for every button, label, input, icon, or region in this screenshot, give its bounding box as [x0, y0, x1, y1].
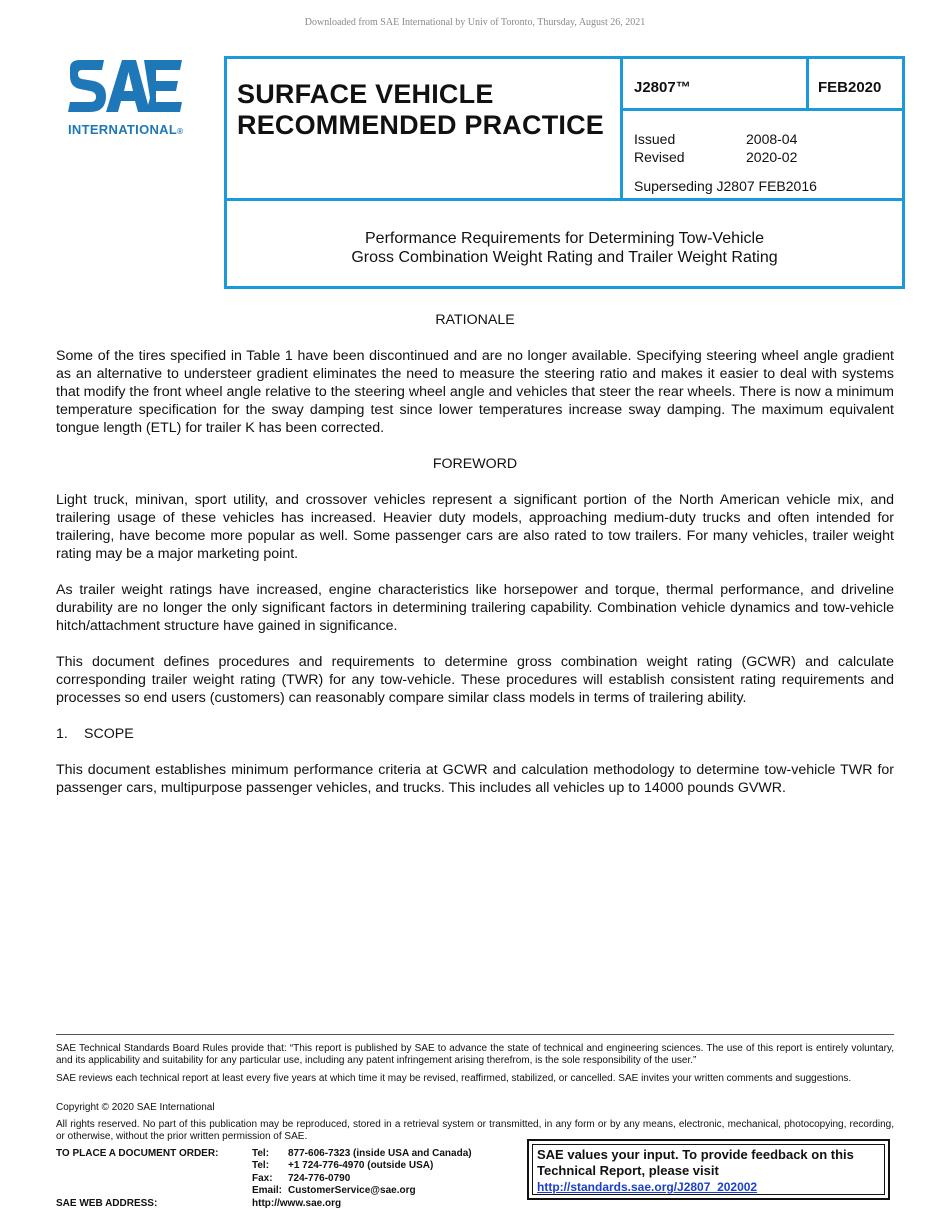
footer-divider — [56, 1034, 894, 1035]
document-body — [56, 311, 894, 815]
order-label: TO PLACE A DOCUMENT ORDER: — [56, 1148, 219, 1159]
feedback-link[interactable]: http://standards.sae.org/J2807_202002 — [537, 1180, 758, 1194]
document-number: J2807™ — [620, 59, 809, 111]
phone-international[interactable]: +1 724-776-4970 (outside USA) — [288, 1160, 434, 1172]
document-type-line2: RECOMMENDED PRACTICE — [237, 110, 605, 140]
sae-logo — [66, 60, 196, 140]
revised-label: Revised — [634, 149, 685, 165]
web-label: SAE WEB ADDRESS: — [56, 1198, 158, 1209]
document-title-line2: Gross Combination Weight Rating and Trailer Weight Rating — [351, 249, 778, 266]
issued-row — [634, 131, 797, 147]
copyright: Copyright © 2020 SAE International — [56, 1102, 215, 1113]
document-header — [224, 56, 905, 289]
logo-text: INTERNATIONAL® — [68, 122, 184, 137]
download-notice: Downloaded from SAE International by Univ of Toronto, Thursday, August 26, 2021 — [304, 17, 646, 28]
sae-logo-icon — [66, 60, 184, 118]
document-history — [620, 108, 902, 201]
issued-label: Issued — [634, 131, 676, 147]
scope-number: 1. — [56, 726, 68, 742]
rationale-text: Some of the tires specified in Table 1 have been discontinued and are no longer available. Specifying steering wheel angle gradient as an alternative to understeer gradient eliminates the need to measure the steering ratio and makes it easier to deal with systems that modify the front wheel angle relative to the steering wheel angle and vehicles that steer the rear wheels. There is now a minimum temperature specification for the sway damping test since lower temperatures increase sway damping. The maximum equivalent tongue length (ETL) for trailer K has been corrected. — [56, 348, 894, 436]
foreword-paragraph: This document defines procedures and requirements to determine gross combination weight rating (GCWR) and calculate corresponding trailer weight rating (TWR) for any tow-vehicle. These procedures will establish consistent rating requirements and processes so end users (customers) can reasonably compare similar class models in terms of trailering ability. — [56, 654, 894, 706]
rationale-heading: RATIONALE — [435, 312, 515, 328]
document-type — [227, 59, 623, 201]
foreword-paragraph: Light truck, minivan, sport utility, and crossover vehicles represent a significant portion of the North American vehicle mix, and trailering usage of these vehicles has increased. Heavier duty models, approaching medium-duty trucks and often intended for trailering, have become more popular as well. Some passenger cars are also rated to tow trailers. For many vehicles, trailer weight rating may be a major marketing point. — [56, 492, 894, 562]
phone-domestic[interactable]: 877-606-7323 (inside USA and Canada) — [288, 1148, 472, 1159]
web-address — [56, 1198, 341, 1209]
feedback-line2: Technical Report, please visit — [537, 1163, 719, 1178]
scope-heading — [56, 725, 894, 743]
superseding: Superseding J2807 FEB2016 — [634, 178, 817, 194]
foreword-paragraph: As trailer weight ratings have increased, engine characteristics like horsepower and torque, thermal performance, and driveline durability are no longer the only significant factors in determining trailering capability. Combination vehicle dynamics and tow-vehicle hitch/attachment structure have gained in significance. — [56, 582, 894, 634]
foreword-heading: FOREWORD — [432, 456, 518, 472]
order-info: TO PLACE A DOCUMENT ORDER: Tel: 877-606-7323 (inside USA and Canada) Tel: +1 724-776-4970 (outside USA) Fax: 724-776-0790 Email: CustomerService@sae.org — [56, 1148, 472, 1197]
revised-value: 2020-02 — [746, 149, 798, 165]
document-type-line1: SURFACE VEHICLE — [237, 79, 494, 109]
scope-title: SCOPE — [84, 726, 134, 742]
board-rules-notice: SAE Technical Standards Board Rules provide that: “This report is published by SAE to advance the state of technical and engineering sciences. The use of this report is entirely voluntary, and its applicability and suitability for any particular use, including any patent infringement arising therefrom, is the sole responsibility of the user.” — [56, 1043, 894, 1066]
feedback-box — [527, 1139, 890, 1200]
issued-value: 2008-04 — [746, 131, 798, 147]
document-title — [227, 201, 902, 286]
document-date: FEB2020 — [806, 59, 902, 111]
revised-row — [634, 149, 797, 165]
feedback-line1: SAE values your input. To provide feedback on this — [537, 1147, 854, 1162]
document-title-line1: Performance Requirements for Determining Tow-Vehicle — [365, 230, 764, 247]
scope-text: This document establishes minimum performance criteria at GCWR and calculation methodology to determine tow-vehicle TWR for passenger cars, multipurpose passenger vehicles, and trucks. This includes all vehicles up to 14000 pounds GVWR. — [56, 762, 894, 796]
email-address[interactable]: CustomerService@sae.org — [288, 1185, 416, 1197]
fax-number: 724-776-0790 — [288, 1172, 351, 1184]
review-notice: SAE reviews each technical report at least every five years at which time it may be revised, reaffirmed, stabilized, or cancelled. SAE invites your written comments and suggestions. — [56, 1073, 852, 1084]
web-link[interactable]: http://www.sae.org — [252, 1198, 342, 1209]
rights-notice: All rights reserved. No part of this publication may be reproduced, stored in a retrieval system or transmitted, in any form or by any means, electronic, mechanical, photocopying, recording, or otherwise, without the prior written permission of SAE. — [56, 1119, 894, 1142]
